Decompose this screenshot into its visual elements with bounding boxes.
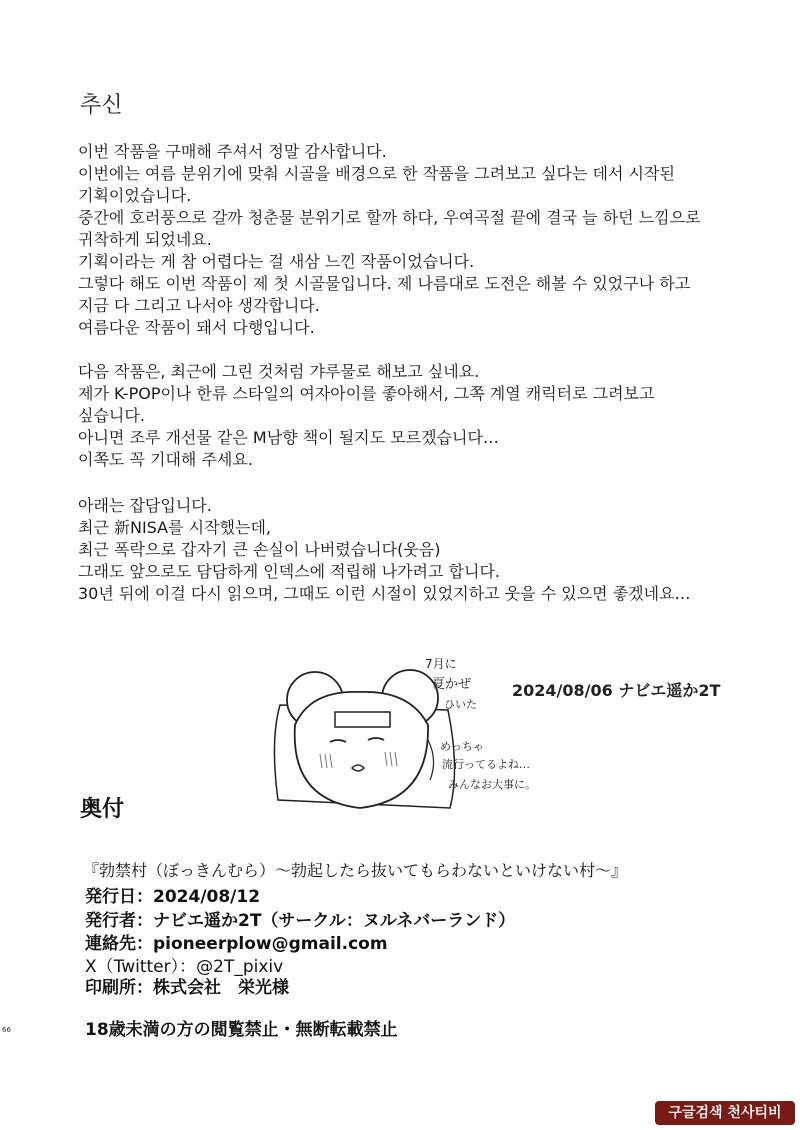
afterword-line: 30년 뒤에 이걸 다시 읽으며, 그때도 이런 시절이 있었지하고 웃을 수 있으면 좋겠네요…: [78, 584, 691, 603]
afterword-line: 제가 K-POP이나 한류 스타일의 여자아이를 좋아해서, 그쪽 계열 캐릭터로 그려보고: [78, 384, 655, 403]
colophon-contact: 連絡先：pioneerplow@gmail.com: [85, 934, 388, 954]
afterword-line: 싶습니다.: [78, 406, 145, 425]
afterword-line: 아래는 잡담입니다.: [78, 496, 212, 515]
afterword-line: 지금 다 그리고 나서야 생각합니다.: [78, 296, 320, 315]
sketch-note: めっちゃ: [440, 740, 484, 753]
sketch-note: 7月に: [425, 657, 457, 671]
afterword-line: 아니면 조루 개선물 같은 M남향 책이 될지도 모르겠습니다…: [78, 428, 499, 447]
afterword-line: 그래도 앞으로도 담담하게 인덱스에 적립해 나가려고 합니다.: [78, 562, 501, 581]
afterword-line: 이번에는 여름 분위기에 맞춰 시골을 배경으로 한 작품을 그려보고 싶다는 데서 시작된: [78, 164, 675, 183]
signature-date: 2024/08/06 ナビエ遥か2T: [512, 681, 721, 700]
sketch-note: みんなお大事に。: [448, 778, 536, 791]
afterword-line: 이쪽도 꼭 기대해 주세요.: [78, 450, 253, 469]
watermark-badge: 구글검색 천사티비: [655, 1101, 795, 1125]
afterword-line: 여름다운 작품이 돼서 다행입니다.: [78, 318, 315, 337]
colophon-book-title: 『勃禁村（ぼっきんむら）〜勃起したら抜いてもらわないといけない村〜』: [83, 861, 628, 880]
afterword-line: 이번 작품을 구매해 주셔서 정말 감사합니다.: [78, 142, 387, 161]
page-heading-postscript: 추신: [80, 93, 123, 118]
afterword-line: 기획이라는 게 참 어렵다는 걸 새삼 느낀 작품이었습니다.: [78, 252, 475, 271]
afterword-line: 귀착하게 되었네요.: [78, 230, 212, 249]
afterword-line: 중간에 호러풍으로 갈까 청춘물 분위기로 할까 하다, 우여곡절 끝에 결국 늘 하던 느낌으로: [78, 208, 701, 227]
sketch-note: 流行ってるよね…: [442, 758, 530, 771]
afterword-line: 기획이었습니다.: [78, 186, 192, 205]
colophon-notice: 18歳未満の方の閲覧禁止・無断転載禁止: [85, 1020, 398, 1040]
afterword-line: 다음 작품은, 최근에 그린 것처럼 갸루물로 해보고 싶네요.: [78, 362, 480, 381]
colophon-publisher: 発行者：ナビエ遥か2T（サークル：ヌルネバーランド）: [85, 911, 516, 931]
bear-sketch-icon: [260, 650, 560, 820]
sketch-note: 夏かぜ: [432, 677, 472, 692]
colophon-date: 発行日：2024/08/12: [85, 887, 261, 907]
colophon-printer: 印刷所：株式会社 栄光様: [85, 978, 289, 998]
sketch-note: ひいた: [444, 698, 477, 711]
page-number: 66: [2, 1026, 11, 1034]
afterword-line: 최근 新NISA를 시작했는데,: [78, 518, 271, 537]
colophon-twitter: X（Twitter）：@2T_pixiv: [85, 957, 284, 977]
afterword-line: 최근 폭락으로 갑자기 큰 손실이 나버렸습니다(웃음): [78, 540, 441, 559]
colophon-heading: 奥付: [80, 797, 125, 822]
afterword-line: 그렇다 해도 이번 작품이 제 첫 시골물입니다. 제 나름대로 도전은 해볼 수 있었구나 하고: [78, 274, 691, 293]
